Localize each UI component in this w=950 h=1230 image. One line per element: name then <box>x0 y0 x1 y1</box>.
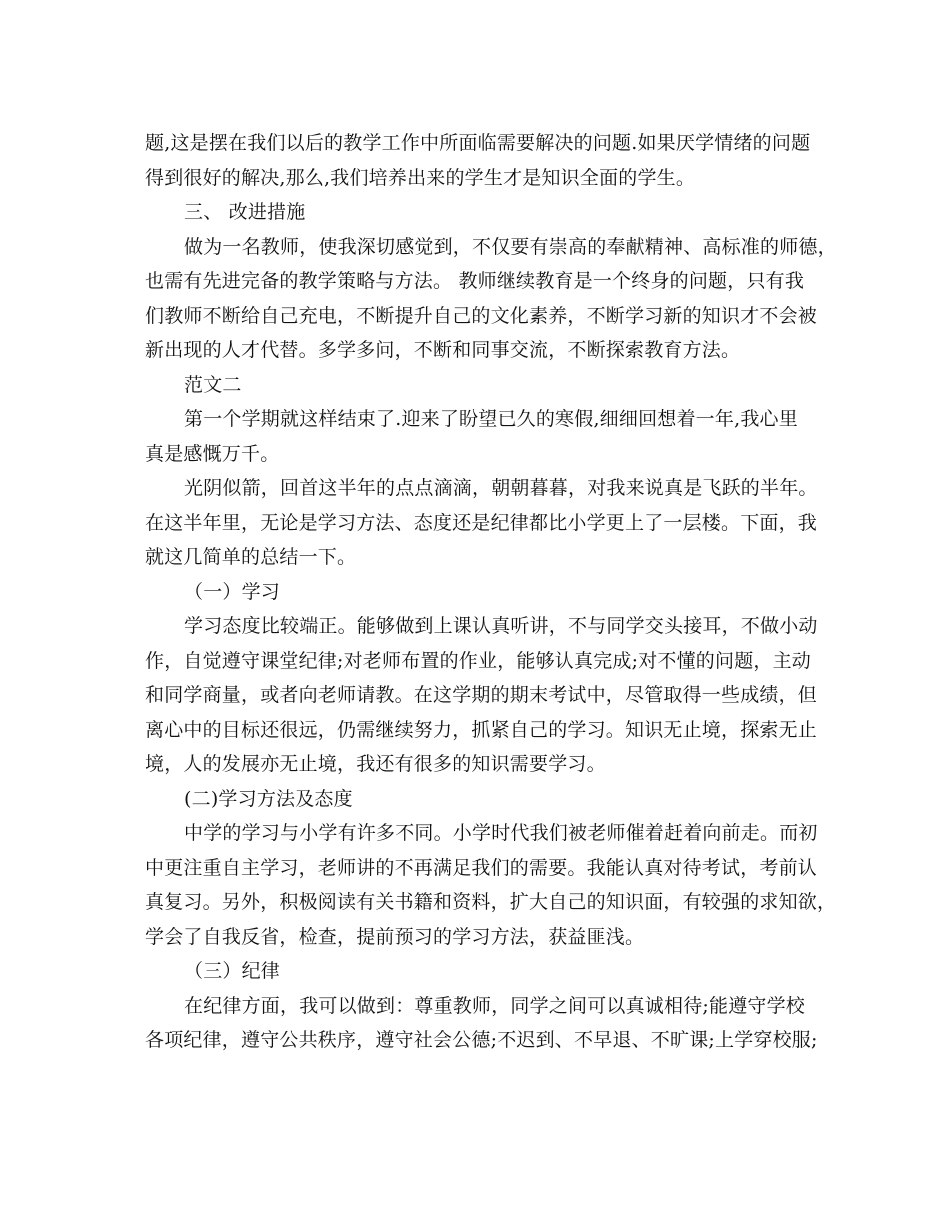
text-line: 学会了自我反省，检查，提前预习的学习方法，获益匪浅。 <box>145 925 645 948</box>
text-line: 真复习。另外，积极阅读有关书籍和资料，扩大自己的知识面，有较强的求知欲， <box>145 891 837 913</box>
text-line: 们教师不断给自己充电，不断提升自己的文化素养，不断学习新的知识才不会被 <box>145 304 818 327</box>
text-line: 中学的学习与小学有许多不同。小学时代我们被老师催着赶着向前走。而初 <box>184 822 818 844</box>
section-heading: （一）学习 <box>184 580 281 603</box>
text-line: 作，自觉遵守课堂纪律;对老师布置的作业，能够认真完成;对不懂的问题，主动 <box>145 649 812 672</box>
text-line: 也需有先进完备的教学策略与方法。 教师继续教育是一个终身的问题，只有我 <box>145 270 805 292</box>
text-line: 光阴似箭，回首这半年的点点滴滴，朝朝暮暮，对我来说真是飞跃的半年。 <box>184 477 818 499</box>
text-line: 得到很好的解决,那么,我们培养出来的学生才是知识全面的学生。 <box>145 166 696 189</box>
section-heading: 三、 改进措施 <box>184 201 306 223</box>
text-line: 中更注重自主学习，老师讲的不再满足我们的需要。我能认真对待考试，考前认 <box>145 856 818 879</box>
text-line: 做为一名教师，使我深切感觉到，不仅要有崇高的奉献精神、高标准的师德， <box>184 235 837 258</box>
section-heading: 范文二 <box>184 373 242 396</box>
text-line: 在这半年里，无论是学习方法、态度还是纪律都比小学更上了一层楼。下面，我 <box>145 511 818 534</box>
text-line: 就这几简单的总结一下。 <box>145 546 357 568</box>
section-heading: （三）纪律 <box>184 960 281 982</box>
text-line: 和同学商量，或者向老师请教。在这学期的期末考试中，尽管取得一些成绩，但 <box>145 684 818 706</box>
text-line: 题,这是摆在我们以后的教学工作中所面临需要解决的问题.如果厌学情绪的问题 <box>145 132 811 154</box>
text-line: 在纪律方面，我可以做到：尊重教师，同学之间可以真诚相待;能遵守学校 <box>184 994 806 1017</box>
section-heading: (二)学习方法及态度 <box>184 787 353 810</box>
text-line: 境，人的发展亦无止境，我还有很多的知识需要学习。 <box>145 753 606 775</box>
document-body <box>145 126 837 1058</box>
text-line: 新出现的人才代替。多学多问，不断和同事交流，不断探索教育方法。 <box>145 339 741 361</box>
text-line: 学习态度比较端正。能够做到上课认真听讲，不与同学交头接耳，不做小动 <box>184 615 818 637</box>
text-line: 第一个学期就这样结束了.迎来了盼望已久的寒假,细细回想着一年,我心里 <box>184 408 798 430</box>
text-line: 各项纪律，遵守公共秩序，遵守社会公德;不迟到、不早退、不旷课;上学穿校服; <box>145 1029 818 1051</box>
text-line: 离心中的目标还很远，仍需继续努力，抓紧自己的学习。知识无止境，探索无止 <box>145 718 818 741</box>
text-line: 真是感慨万千。 <box>145 442 280 465</box>
